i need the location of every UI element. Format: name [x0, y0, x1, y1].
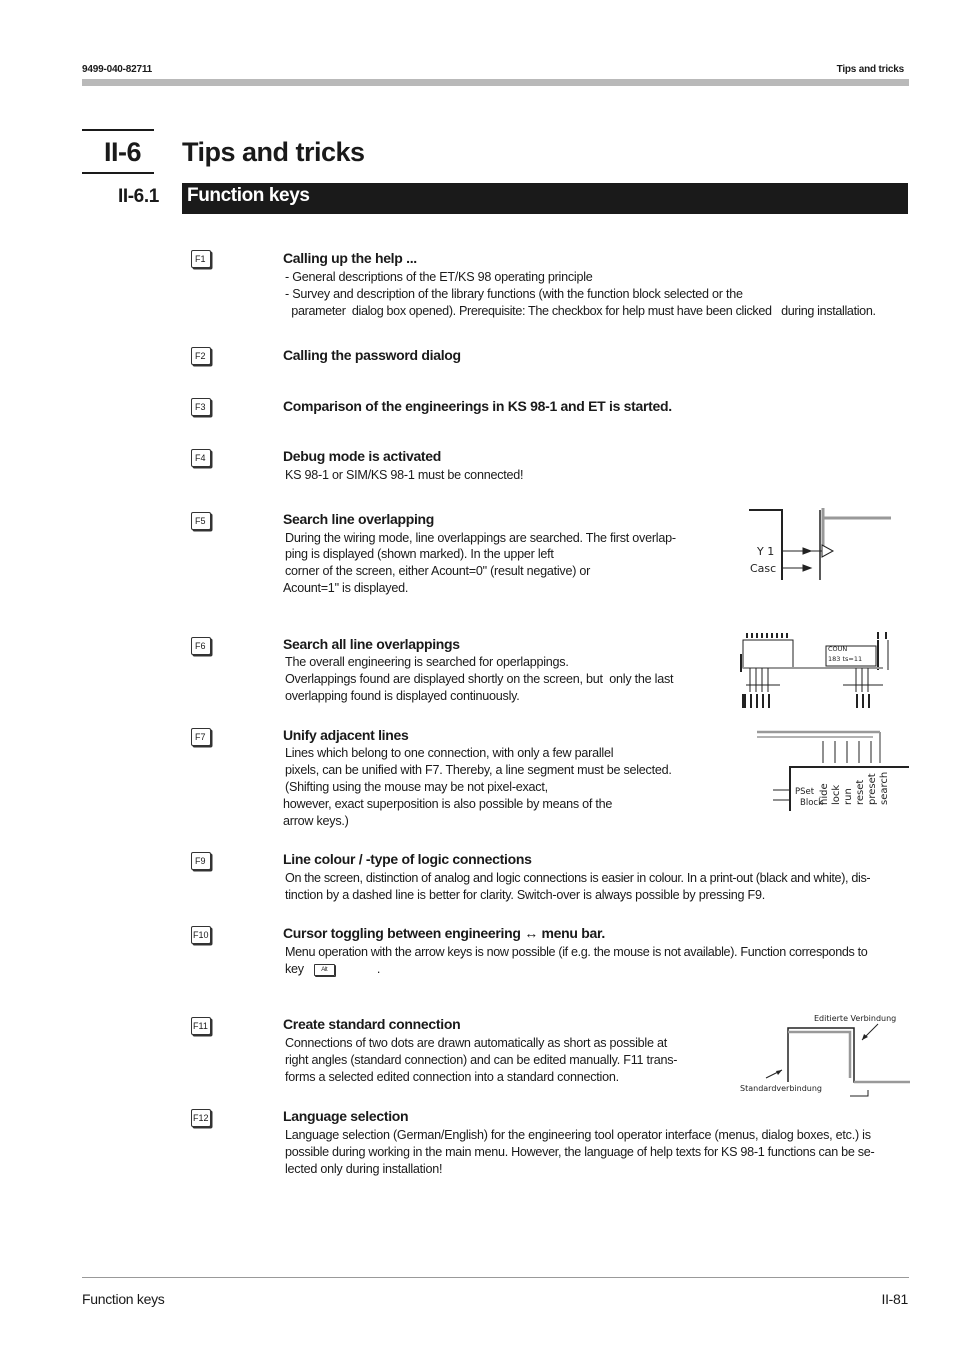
f9-line-1: On the screen, distinction of analog and logic connections is easier in colour. In a print-out (black and white), dis-	[285, 871, 871, 885]
f12-line-3: lected only during installation!	[285, 1162, 443, 1176]
f1-title: Calling up the help ...	[283, 250, 417, 266]
f9-line-2: tinction by a dashed line is better for clarity. Switch-over is always possible by pressing F9.	[285, 888, 765, 902]
footer-rule	[82, 1277, 909, 1278]
f3-key-icon: F3	[191, 398, 211, 416]
f5-line-4: Acount=1" is displayed.	[283, 581, 409, 595]
f12-line-1: Language selection (German/English) for the engineering tool operator interface (menus, dialog boxes, etc.) is	[285, 1128, 871, 1142]
f7-figure-label-preset: preset	[867, 773, 878, 805]
f4-key-icon: F4	[191, 449, 211, 467]
f11-line-3: forms a selected edited connection into a standard connection.	[285, 1070, 619, 1084]
f5-figure-label-casc: Casc	[750, 562, 777, 575]
section-title-bar	[182, 183, 908, 214]
f6-line-3: overlapping found is displayed continuously.	[285, 689, 520, 703]
f11-line-2: right angles (standard connection) and can be edited manually. F11 trans-	[285, 1053, 678, 1067]
f7-line-5: arrow keys.)	[283, 814, 349, 828]
f7-figure-label-lock: lock	[831, 784, 842, 805]
f5-line-2: ping is displayed (shown marked). In the upper left	[285, 547, 554, 561]
f1-line-2: - Survey and description of the library functions (with the function block selected or the	[285, 287, 743, 301]
document-number: 9499-040-82711	[82, 64, 153, 75]
f6-figure-block-label: COUN	[828, 645, 848, 653]
f10-key-icon: F10	[191, 926, 211, 944]
f5-key-icon: F5	[191, 512, 211, 530]
f1-key-icon: F1	[191, 250, 211, 268]
f1-line-1: - General descriptions of the ET/KS 98 operating principle	[285, 270, 593, 284]
f6-line-1: The overall engineering is searched for operlappings.	[285, 655, 569, 669]
f7-figure-pin-pset: PSet	[795, 787, 815, 797]
f11-key-icon: F11	[191, 1017, 211, 1035]
f2-key-icon: F2	[191, 347, 211, 365]
chapter-number-rule-bottom	[82, 172, 154, 174]
section-title: Function keys	[187, 185, 310, 206]
f12-line-2: possible during working in the main menu. However, the language of help texts for KS 98-1 functions can be se-	[285, 1145, 875, 1159]
f11-title: Create standard connection	[283, 1016, 461, 1032]
chapter-title: Tips and tricks	[182, 137, 365, 167]
f6-title: Search all line overlappings	[283, 636, 460, 652]
f9-key-icon: F9	[191, 852, 211, 870]
f6-key-icon: F6	[191, 637, 211, 655]
f7-line-3: (Shifting using the mouse may be not pixel-exact,	[285, 780, 548, 794]
f7-key-icon: F7	[191, 728, 211, 746]
f7-line-1: Lines which belong to one connection, with only a few parallel	[285, 746, 614, 760]
chapter-number-rule-top	[82, 129, 154, 131]
header-rule	[82, 79, 909, 86]
f9-title: Line colour / -type of logic connections	[283, 851, 532, 867]
f7-figure-pin-block: Block	[800, 798, 823, 808]
f5-overlap-figure	[745, 505, 895, 585]
alt-key-icon: Alt	[314, 964, 335, 976]
f7-figure-label-search: search	[879, 771, 890, 805]
f6-overlap-figure	[738, 630, 908, 712]
f1-line-3: parameter dialog box opened). Prerequisite: The checkbox for help must have been clicked during installation.	[285, 304, 876, 318]
header-section-name: Tips and tricks	[836, 64, 904, 75]
section-number: II-6.1	[118, 186, 159, 207]
f11-figure-label-standard: Standardverbindung	[740, 1084, 823, 1093]
f10-title: Cursor toggling between engineering ↔ menu bar.	[283, 925, 605, 941]
f7-figure-label-hide: hide	[819, 783, 830, 805]
f7-figure-label-reset: reset	[855, 779, 866, 805]
f6-figure-block-value: 183 ts=11	[828, 655, 863, 663]
f7-figure-label-run: run	[843, 788, 854, 805]
f3-title: Comparison of the engineerings in KS 98-1 and ET is started.	[283, 398, 672, 414]
f7-unify-figure	[755, 727, 910, 812]
f12-title: Language selection	[283, 1108, 409, 1124]
f10-key-prefix: key	[285, 962, 304, 976]
f10-line-2	[285, 961, 380, 978]
f11-connection-figure	[738, 1010, 910, 1102]
f2-title: Calling the password dialog	[283, 347, 461, 363]
f4-line-1: KS 98-1 or SIM/KS 98-1 must be connected!	[285, 468, 524, 482]
f6-line-2: Overlappings found are displayed shortly on the screen, but only the last	[285, 672, 674, 686]
f5-title: Search line overlapping	[283, 511, 435, 527]
chapter-number: II-6	[104, 137, 142, 167]
f11-figure-label-edited: Editierte Verbindung	[814, 1014, 897, 1023]
f5-line-3: corner of the screen, either Acount=0" (result negative) or	[285, 564, 591, 578]
f5-figure-label-y1: Y 1	[757, 545, 775, 558]
f11-line-1: Connections of two dots are drawn automatically as short as possible at	[285, 1036, 667, 1050]
f7-title: Unify adjacent lines	[283, 727, 409, 743]
f7-line-2: pixels, can be unified with F7. Thereby, a line segment must be selected.	[285, 763, 672, 777]
f4-title: Debug mode is activated	[283, 448, 442, 464]
f7-line-4: however, exact superposition is also possible by means of the	[283, 797, 613, 811]
f7-figure-vertical-labels	[819, 772, 890, 805]
f5-line-1: During the wiring mode, line overlappings are searched. The first overlap-	[285, 531, 676, 545]
page-number: II-81	[881, 1291, 908, 1307]
footer-section-name: Function keys	[82, 1291, 165, 1307]
f10-key-suffix: .	[376, 962, 381, 976]
f10-line-1: Menu operation with the arrow keys is now possible (if e.g. the mouse is not available). Function corresponds to	[285, 945, 868, 959]
f12-key-icon: F12	[191, 1109, 211, 1127]
